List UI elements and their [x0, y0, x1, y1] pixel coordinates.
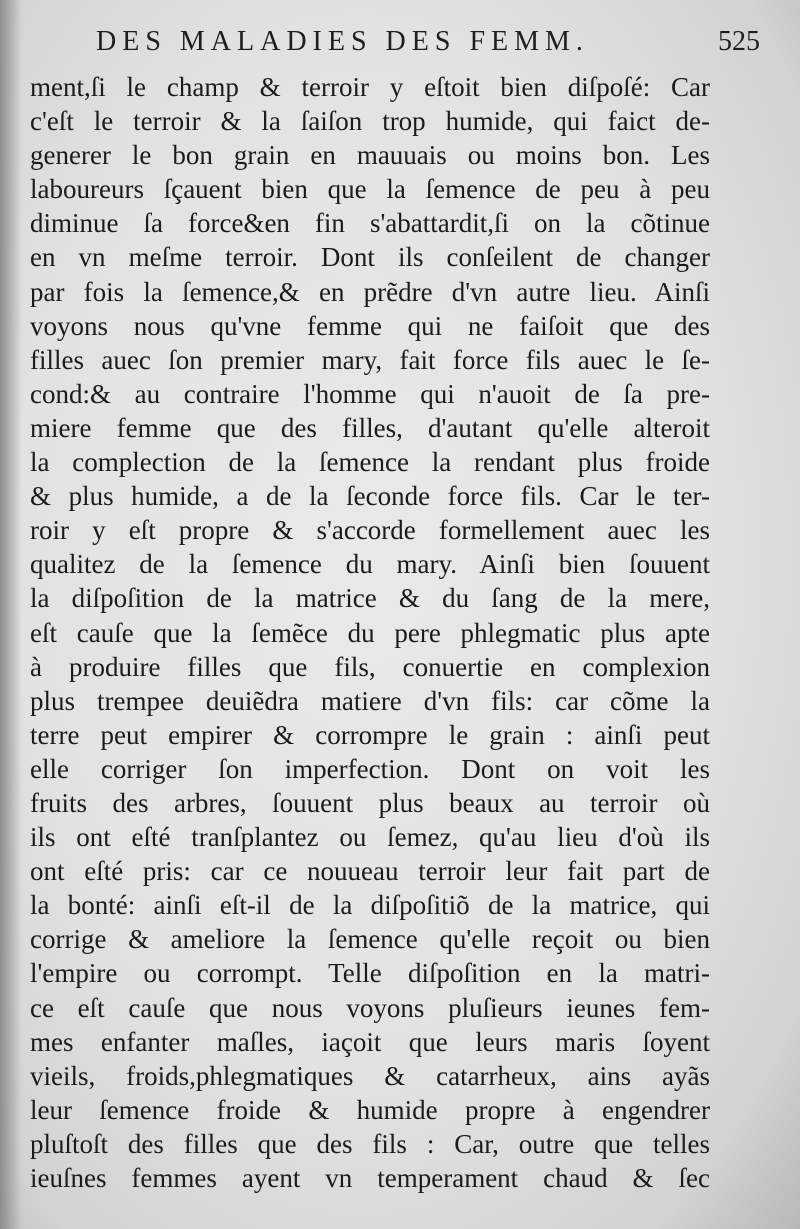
page-number: 525 — [718, 26, 760, 57]
text-line: vieils, froids,phlegmatiques & catarrheux, ains ayãs — [30, 1060, 710, 1091]
text-line: filles auec ſon premier mary, fait force fils auec le ſe- — [30, 344, 710, 375]
text-line: par fois la ſemence,& en prẽdre d'vn autre lieu. Ainſi — [30, 276, 710, 307]
text-line: ont eſté pris: car ce nouueau terroir leur fait part de — [30, 856, 710, 887]
text-line: terre peut empirer & corrompre le grain : ainſi peut — [30, 719, 710, 750]
text-line: cond:& au contraire l'homme qui n'auoit de ſa pre- — [30, 378, 710, 409]
text-line: c'eſt le terroir & la ſaiſon trop humide, qui faict de- — [30, 106, 710, 137]
text-line: diminue ſa force&en fin s'abattardit,ſi on la cõtinue — [30, 208, 710, 239]
text-line: en vn meſme terroir. Dont ils conſeilent de changer — [30, 242, 710, 273]
text-line: la diſpoſition de la matrice & du ſang de la mere, — [30, 583, 710, 614]
text-line: la complection de la ſemence la rendant plus froide — [30, 447, 710, 478]
text-line: pluſtoſt des filles que des fils : Car, outre que telles — [30, 1128, 710, 1159]
body-text — [30, 70, 710, 1195]
text-line: corrige & ameliore la ſemence qu'elle reçoit ou bien — [30, 924, 710, 955]
text-line: l'empire ou corrompt. Telle diſpoſition en la matri- — [30, 958, 710, 989]
text-line: elle corriger ſon imperfection. Dont on voit les — [30, 753, 710, 784]
text-line: qualitez de la ſemence du mary. Ainſi bien ſouuent — [30, 549, 710, 580]
text-line: à produire filles que fils, conuertie en complexion — [30, 651, 710, 682]
text-line: eſt cauſe que la ſemẽce du pere phlegmatic plus apte — [30, 617, 710, 648]
text-line: & plus humide, a de la ſeconde force fils. Car le ter- — [30, 481, 710, 512]
running-head: DES MALADIES DES FEMM. — [96, 26, 589, 57]
text-line: fruits des arbres, ſouuent plus beaux au terroir où — [30, 787, 710, 818]
text-line: laboureurs ſçauent bien que la ſemence de peu à peu — [30, 174, 710, 205]
text-line: la bonté: ainſi eſt-il de la diſpoſitiõ de la matrice, qui — [30, 890, 710, 921]
text-line: plus trempee deuiẽdra matiere d'vn fils: car cõme la — [30, 685, 710, 716]
text-line: ment,ſi le champ & terroir y eſtoit bien diſpoſé: Car — [30, 72, 710, 102]
text-line: roir y eſt propre & s'accorde formellement auec les — [30, 515, 710, 546]
text-line: generer le bon grain en mauuais ou moins bon. Les — [30, 140, 710, 171]
text-line: ce eſt cauſe que nous voyons pluſieurs ieunes fem- — [30, 992, 710, 1023]
text-line: ieuſnes femmes ayent vn temperament chaud & ſec — [30, 1163, 710, 1193]
gutter-shadow — [0, 0, 22, 1229]
text-line: leur ſemence froide & humide propre à engendrer — [30, 1094, 710, 1125]
text-line: mes enfanter maſles, iaçoit que leurs maris ſoyent — [30, 1026, 710, 1057]
text-line: miere femme que des filles, d'autant qu'elle alteroit — [30, 412, 710, 443]
text-line: ils ont eſté tranſplantez ou ſemez, qu'au lieu d'où ils — [30, 822, 710, 853]
text-line: voyons nous qu'vne femme qui ne faiſoit que des — [30, 310, 710, 341]
page-header — [96, 26, 760, 66]
